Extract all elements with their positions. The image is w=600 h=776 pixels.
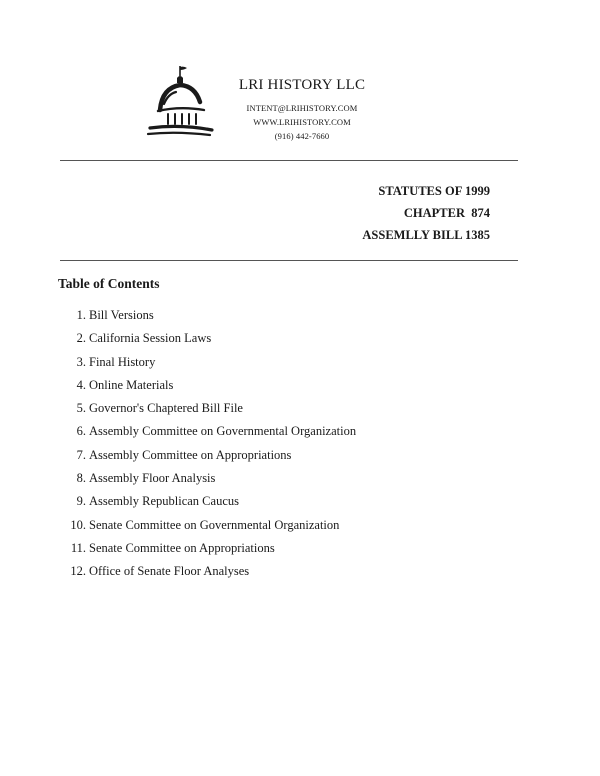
toc-item-label: Senate Committee on Governmental Organization bbox=[89, 517, 340, 532]
toc-item-label: Assembly Committee on Governmental Organization bbox=[89, 424, 357, 439]
statute-chapter: CHAPTER 874 bbox=[403, 206, 490, 220]
top-divider bbox=[60, 160, 518, 161]
toc-item bbox=[58, 514, 356, 537]
toc-item-label: Governor's Chaptered Bill File bbox=[89, 401, 243, 416]
toc-item bbox=[58, 327, 356, 350]
toc-item bbox=[58, 397, 356, 420]
statute-bill: ASSEMLLY BILL 1385 bbox=[362, 228, 490, 242]
toc-item-number: 12. bbox=[70, 564, 86, 579]
toc-item-number: 1. bbox=[76, 308, 86, 322]
toc-item bbox=[58, 420, 356, 443]
toc-item bbox=[58, 490, 356, 513]
toc-item-number: 11. bbox=[70, 540, 86, 555]
toc-item-number: 5. bbox=[76, 401, 86, 416]
capitol-dome-icon bbox=[146, 64, 214, 138]
company-email: INTENT@LRIHISTORY.COM bbox=[246, 103, 358, 113]
toc-list bbox=[58, 304, 356, 584]
toc-item-number: 3. bbox=[76, 354, 86, 369]
toc-item-label: Assembly Republican Caucus bbox=[89, 494, 239, 509]
statute-year: STATUTES OF 1999 bbox=[378, 184, 490, 198]
toc-item-number: 7. bbox=[76, 447, 86, 462]
toc-item-label: Online Materials bbox=[89, 377, 174, 392]
toc-item-label: Assembly Committee on Appropriations bbox=[89, 447, 292, 462]
company-phone: (916) 442-7660 bbox=[274, 131, 330, 141]
toc-item bbox=[58, 444, 356, 467]
toc-item bbox=[58, 351, 356, 374]
toc-item-number: 2. bbox=[76, 331, 86, 346]
toc-item bbox=[58, 467, 356, 490]
letterhead bbox=[212, 76, 392, 143]
toc-item-number: 6. bbox=[76, 424, 86, 439]
toc-item bbox=[58, 374, 356, 397]
toc-item-label: Senate Committee on Appropriations bbox=[89, 540, 275, 555]
company-name: LRI HISTORY LLC bbox=[238, 77, 366, 93]
toc-item-number: 9. bbox=[76, 494, 86, 509]
toc-item-label: Assembly Floor Analysis bbox=[89, 471, 216, 486]
toc-item-label: Bill Versions bbox=[89, 308, 154, 322]
toc-item-label: Office of Senate Floor Analyses bbox=[89, 564, 250, 579]
toc-item-number: 8. bbox=[76, 471, 86, 486]
toc-item-label: California Session Laws bbox=[89, 331, 212, 346]
toc-item-number: 4. bbox=[76, 377, 86, 392]
toc-item bbox=[58, 304, 356, 327]
bottom-divider bbox=[60, 260, 518, 261]
statute-heading bbox=[362, 180, 490, 246]
toc-item bbox=[58, 537, 356, 560]
toc-item-label: Final History bbox=[89, 354, 156, 369]
toc-title: Table of Contents bbox=[58, 276, 160, 291]
toc-item bbox=[58, 560, 356, 583]
company-website: WWW.LRIHISTORY.COM bbox=[253, 117, 351, 127]
toc-item-number: 10. bbox=[70, 517, 86, 532]
